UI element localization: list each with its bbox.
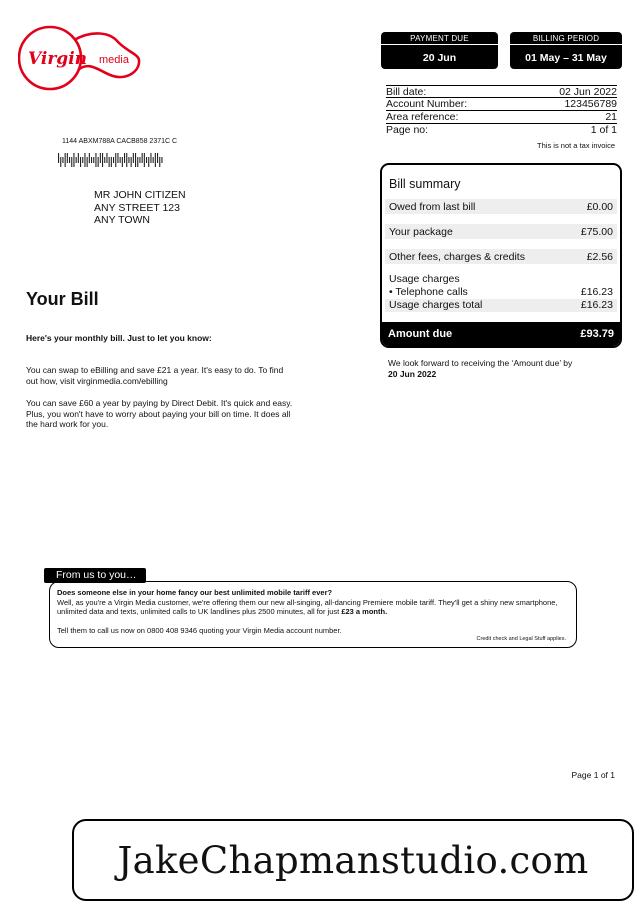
usage-item-label: • Telephone calls bbox=[389, 286, 468, 298]
bill-summary-title: Bill summary bbox=[389, 177, 461, 191]
payment-due-box bbox=[381, 32, 498, 69]
mailing-reference-code: 1144 ABXM788A CACB858 2371C C bbox=[62, 138, 178, 145]
page-no-row bbox=[386, 124, 617, 137]
logo-script-text: Virgin bbox=[28, 49, 88, 69]
usage-item-total bbox=[385, 299, 617, 312]
usage-item-telephone bbox=[385, 286, 617, 299]
promo-price: £23 a month. bbox=[341, 607, 388, 616]
payment-due-value: 20 Jun bbox=[422, 52, 457, 64]
page-number: Page 1 of 1 bbox=[571, 770, 615, 780]
summary-row-value: £75.00 bbox=[580, 225, 613, 238]
usage-item-label: Usage charges total bbox=[389, 299, 483, 311]
payment-reminder-note bbox=[388, 358, 613, 380]
billing-period-label: BILLING PERIOD bbox=[510, 32, 622, 45]
summary-row-package bbox=[385, 224, 617, 239]
recipient-address bbox=[94, 189, 186, 227]
bill-info-table bbox=[386, 85, 617, 137]
page-no-label: Page no: bbox=[386, 124, 429, 136]
watermark-text: JakeChapmanstudio.com bbox=[117, 838, 589, 882]
bill-summary-panel bbox=[380, 163, 622, 348]
recipient-town: ANY TOWN bbox=[94, 214, 151, 226]
usage-charges-block bbox=[385, 273, 617, 312]
ebilling-paragraph: You can swap to eBilling and save £21 a year. It's easy to do. To find out how, visit virginmedia.com/ebilling bbox=[26, 365, 284, 386]
usage-item-value: £16.23 bbox=[580, 299, 613, 311]
summary-row-label: Owed from last bill bbox=[389, 200, 476, 213]
virgin-media-logo bbox=[18, 20, 142, 96]
promo-headline: Does someone else in your home fancy our best unlimited mobile tariff ever? bbox=[57, 588, 333, 597]
summary-row-owed bbox=[385, 199, 617, 214]
promo-call-text: Tell them to call us now on 0800 408 9346 quoting your Virgin Media account number. bbox=[57, 625, 342, 635]
billing-period-value: 01 May – 31 May bbox=[525, 52, 607, 64]
billing-period-box bbox=[510, 32, 622, 69]
account-number-row bbox=[386, 98, 617, 111]
recipient-street: ANY STREET 123 bbox=[94, 201, 180, 214]
promo-box bbox=[49, 581, 577, 648]
summary-row-other-fees bbox=[385, 249, 617, 264]
area-reference-value: 21 bbox=[605, 111, 617, 123]
payment-due-label: PAYMENT DUE bbox=[381, 32, 498, 45]
bill-date-value: 02 Jun 2022 bbox=[559, 86, 617, 98]
account-number-value: 123456789 bbox=[564, 98, 617, 110]
watermark-banner bbox=[72, 819, 634, 901]
usage-item-value: £16.23 bbox=[580, 286, 613, 298]
amount-due-bar bbox=[382, 322, 620, 346]
summary-row-label: Your package bbox=[389, 225, 453, 238]
usage-heading-label: Usage charges bbox=[389, 273, 460, 285]
payment-reminder-date: 20 Jun 2022 bbox=[388, 369, 437, 379]
recipient-name: MR JOHN CITIZEN bbox=[94, 189, 186, 201]
intro-text: Here's your monthly bill. Just to let you know: bbox=[26, 333, 212, 343]
logo-word-text: media bbox=[99, 54, 129, 66]
area-reference-label: Area reference: bbox=[386, 111, 459, 123]
tax-invoice-note: This is not a tax invoice bbox=[537, 141, 615, 150]
summary-row-value: £2.56 bbox=[586, 250, 613, 263]
promo-body-text: Well, as you're a Virgin Media customer, we're offering them our new all-singing, all-dancing Premiere mobile tariff. They'll get a shiny new smartphone, unlimited data and texts, unlimited calls to UK landlines plus 2500 minutes, all for just bbox=[57, 597, 558, 616]
summary-row-value: £0.00 bbox=[586, 200, 613, 213]
bill-date-row bbox=[386, 85, 617, 98]
account-number-label: Account Number: bbox=[386, 98, 468, 110]
promo-body bbox=[57, 598, 568, 617]
payment-reminder-text: We look forward to receiving the ‘Amount due’ by bbox=[388, 358, 573, 368]
promo-tab: From us to you… bbox=[44, 568, 146, 583]
direct-debit-paragraph: You can save £60 a year by paying by Direct Debit. It's quick and easy. Plus, you won't have to worry about paying your bill on time. It does all the hard work for you. bbox=[26, 398, 293, 429]
summary-row-label: Other fees, charges & credits bbox=[389, 250, 525, 263]
page-no-value: 1 of 1 bbox=[590, 124, 617, 136]
amount-due-value: £93.79 bbox=[580, 328, 614, 340]
amount-due-label: Amount due bbox=[388, 328, 453, 340]
bill-date-label: Bill date: bbox=[386, 86, 427, 98]
promo-small-print: Credit check and Legal Stuff applies. bbox=[476, 635, 566, 642]
page-title: Your Bill bbox=[26, 289, 99, 309]
usage-heading bbox=[385, 273, 617, 286]
postal-barcode bbox=[58, 153, 164, 167]
area-reference-row bbox=[386, 111, 617, 124]
